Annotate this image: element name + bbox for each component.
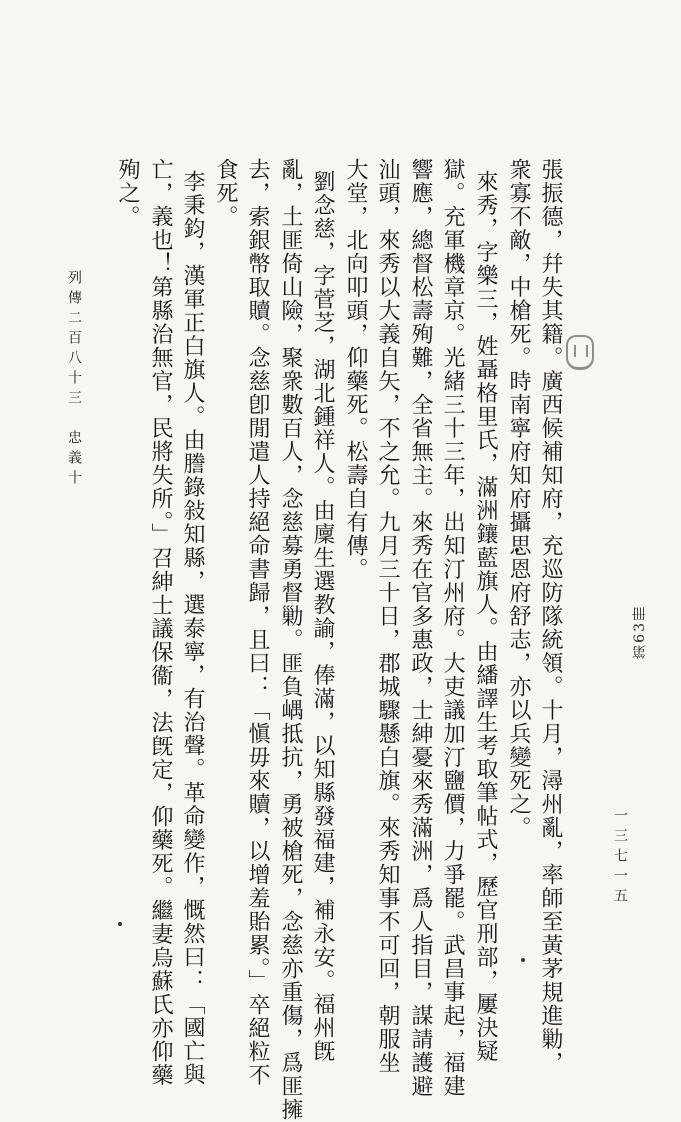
text-column: 大堂，北向叩頭，仰藥死。松壽自有傳。 xyxy=(343,158,368,581)
text-column: 李秉鈞，漢軍正白旗人。由謄錄敍知縣，選泰寧，有治聲。革命變作，慨然曰：「國亡與 xyxy=(180,170,205,1087)
text-column: 亡，義也！第縣治無官，民將失所。」召紳士議保衞，法旣定，仰藥死。繼妻烏蘇氏亦仰藥 xyxy=(148,158,173,1087)
ink-dot xyxy=(118,922,122,926)
text-column: 汕頭，來秀以大義自矢，不之允。九月三十日，郡城驟懸白旗。來秀知事不可回，朝服坐 xyxy=(375,158,400,1075)
text-column: 亂，土匪倚山險，聚衆數百人，念慈募勇督勦。匪負嵎抵抗，勇被槍死，念慈亦重傷，爲匪擁 xyxy=(278,158,303,1122)
text-column: 殉之。 xyxy=(115,158,140,229)
text-column: 劉念慈，字菅芝，湖北鍾祥人。由廩生選教諭，俸滿，以知縣發福建，補永安。福州旣 xyxy=(310,170,335,1063)
text-column: 獄。充軍機章京。光緒三十三年，出知汀州府。大吏議加汀鹽價，力爭罷。武昌事起，福建 xyxy=(440,158,465,1098)
margin-mark: 第63冊 xyxy=(632,605,648,659)
running-head: 列傳二百八十三 忠義十 xyxy=(66,270,82,490)
text-column: 衆寡不敵，中槍死。時南寧府知府攝思恩府舒志，亦以兵變死之。 xyxy=(506,158,531,840)
text-column: 響應，總督松壽殉難，全省無主。來秀在官多惠政，士紳憂來秀滿洲，爲人指目，謀請護避 xyxy=(408,158,433,1098)
text-column: 食死。 xyxy=(213,158,238,229)
text-column: 張振德，幷失其籍。廣西候補知府，充巡防隊統領。十月，潯州亂，率師至黃茅規進勦， xyxy=(538,158,563,1075)
text-column: 來秀，字樂三，姓聶格里氏，滿洲鑲藍旗人。由繙譯生考取筆帖式，歷官刑部，屢決疑 xyxy=(473,170,498,1063)
seal-stamp xyxy=(566,335,594,370)
page-number: 一三七一五 xyxy=(612,808,628,908)
ink-dot xyxy=(521,958,525,962)
text-column: 去，索銀幣取贖。念慈卽閒遣人持絕命書歸，且曰：「愼毋來贖，以增羞貽累。」卒絕粒不 xyxy=(245,158,270,1087)
